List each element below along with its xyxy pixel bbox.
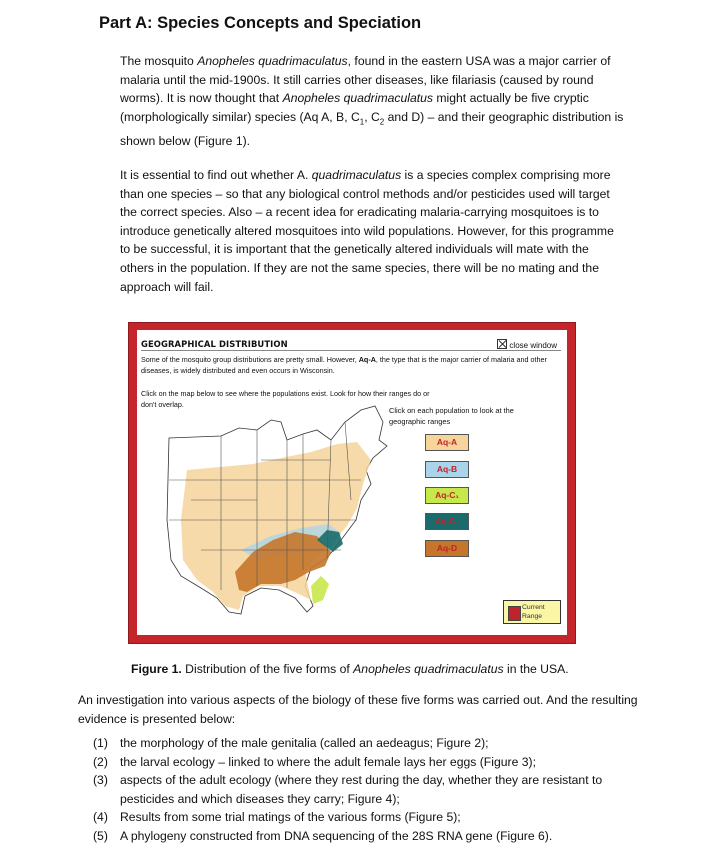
figure-caption: Figure 1. Distribution of the five forms of Anopheles quadrimaculatus in the USA. <box>131 662 569 676</box>
species-button-aq-c2[interactable]: Aq-C₂ <box>425 513 469 530</box>
species-name: Anopheles quadrimaculatus <box>282 91 433 106</box>
geographic-distribution-panel <box>137 330 567 635</box>
legend-label: Current Range <box>522 604 545 620</box>
species-name: quadrimaculatus <box>311 168 402 182</box>
species-button-aq-d[interactable]: Aq-D <box>425 540 469 557</box>
context-paragraph: It is essential to find out whether A. quadrimaculatus is a species complex comprising more than one species – so that any biological control methods and/or pesticides used will target the correct species. Also – a recent idea for eradicating malaria-carrying mosquitoes is to introduce genetically altered mosquitoes into wild populations. However, for this programme to be successful, it is important that the genetically altered individuals will mate with the others in the population. If they are not the same species, there will be no mating and the approach will fail. <box>120 168 614 294</box>
usa-distribution-map[interactable] <box>161 400 401 630</box>
species-button-aq-a[interactable]: Aq-A <box>425 434 469 451</box>
species-button-aq-c1[interactable]: Aq-C₁ <box>425 487 469 504</box>
list-item: (2) the larval ecology – linked to where the adult female lays her eggs (Figure 3); <box>93 754 536 769</box>
evidence-list <box>93 734 653 846</box>
intro-paragraph: The mosquito Anopheles quadrimaculatus, found in the eastern USA was a major carrier of malaria until the mid-1900s. It still carries other diseases, like filariasis (caused by round worms). It is now thought that Anopheles quadrimaculatus might actually be five cryptic (morphologically similar) species (Aq A, B, $C_1$, $C_2$ and D) – and their geographic distribution is shown below (Figure 1). <box>120 54 624 148</box>
current-range-swatch <box>508 606 521 621</box>
figure-1-frame <box>128 322 576 644</box>
panel-title: GEOGRAPHICAL DISTRIBUTION <box>141 339 288 349</box>
investigation-paragraph: An investigation into various aspects of the biology of these five forms was carried out. And the resulting evidence is presented below: <box>78 693 638 726</box>
close-window-button[interactable]: close window <box>497 338 557 350</box>
list-item: (4) Results from some trial matings of the various forms (Figure 5); <box>93 810 461 825</box>
panel-description: Some of the mosquito group distributions are pretty small. However, Aq-A, the type that is the major carrier of malaria and other diseases, is widely distributed and even occurs in Wisconsin. <box>141 355 547 375</box>
species-name: Anopheles quadrimaculatus <box>197 54 348 68</box>
list-item: (1) the morphology of the male genitalia (called an aedeagus; Figure 2); <box>93 736 489 750</box>
map-legend <box>503 600 561 624</box>
species-button-aq-b[interactable]: Aq-B <box>425 461 469 478</box>
page-heading: Part A: Species Concepts and Speciation <box>99 14 422 32</box>
list-item: (5) A phylogeny constructed from DNA sequencing of the 28S RNA gene (Figure 6). <box>93 828 553 843</box>
close-icon <box>497 339 507 349</box>
panel-instruction: Click on the map below to see where the populations exist. Look for how their ranges do or don't overlap. <box>141 389 430 409</box>
list-item: (3) aspects of the adult ecology (where they rest during the day, whether they are resistant to pesticides and which diseases they carry; Figure 4); <box>93 773 603 806</box>
range-aq-c1 <box>311 576 329 604</box>
click-instruction: Click on each population to look at the geographic ranges <box>389 406 514 426</box>
